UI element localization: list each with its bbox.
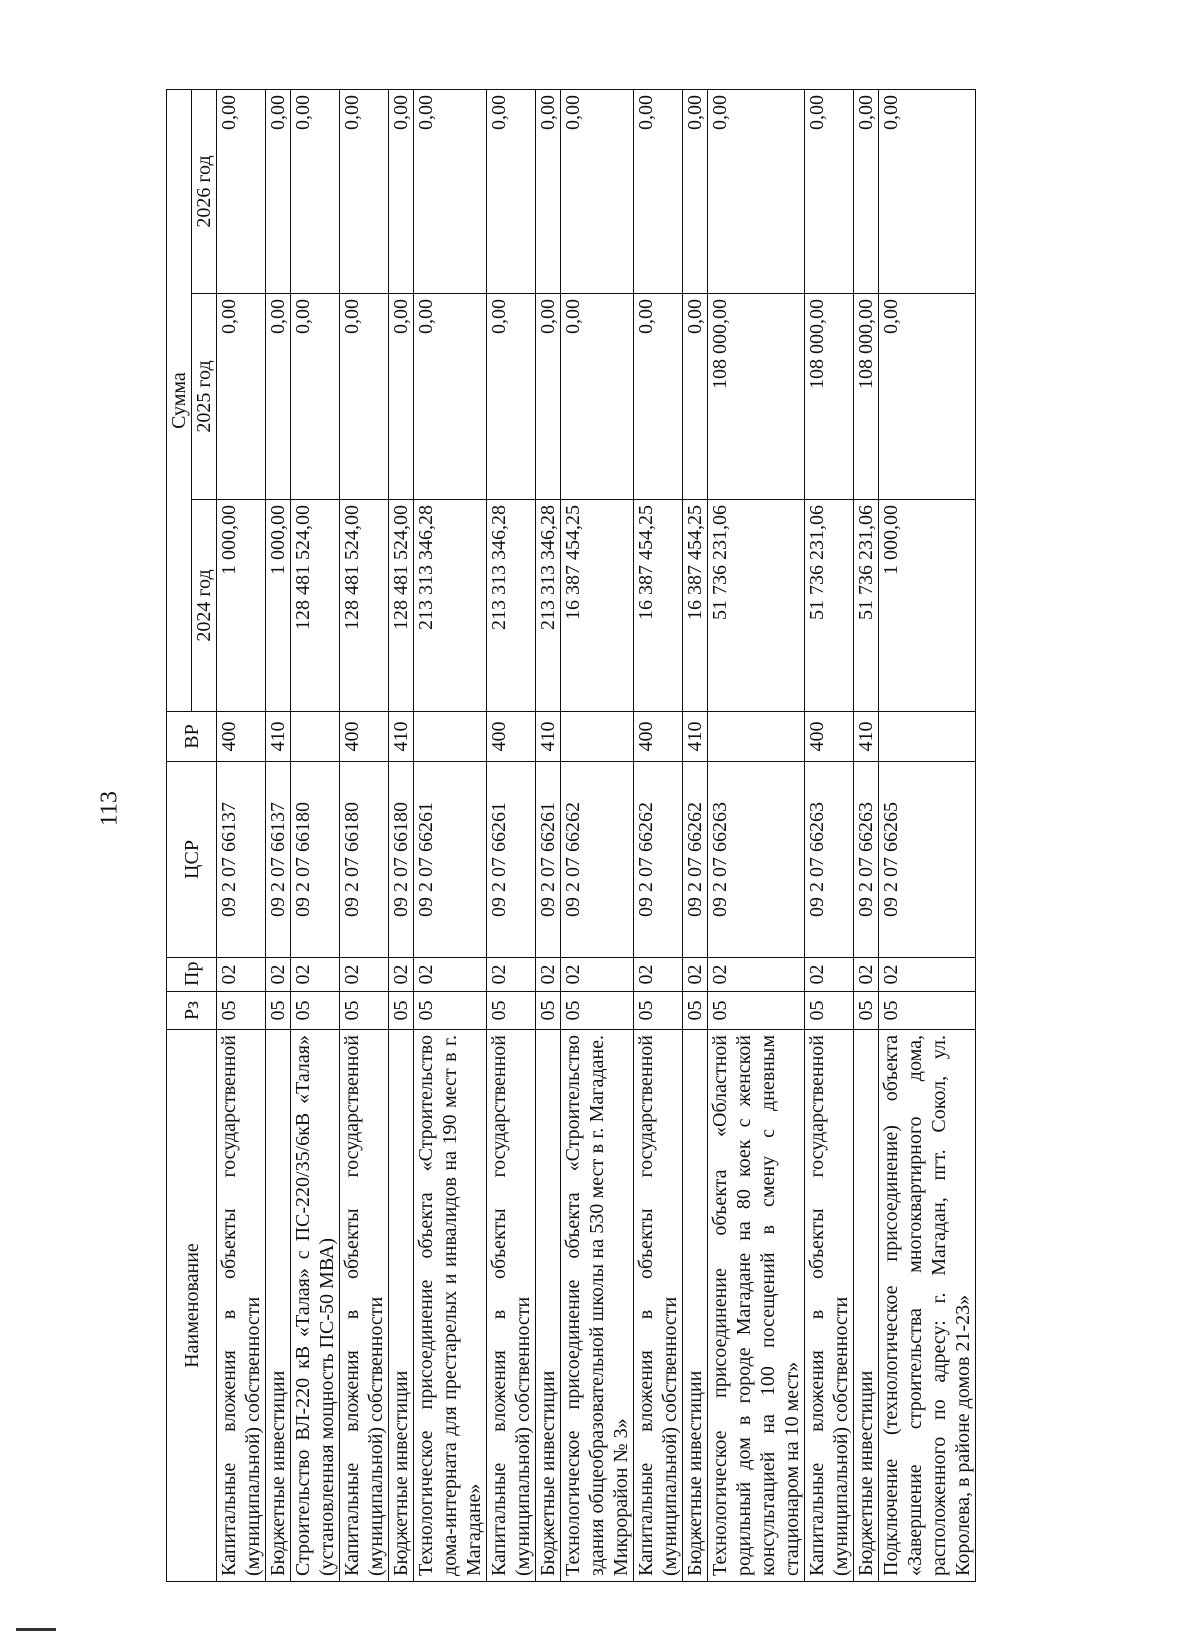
cell-rz: 05	[291, 992, 340, 1030]
cell-pr: 02	[536, 958, 561, 992]
cell-vr	[291, 712, 340, 762]
cell-vr: 410	[683, 712, 708, 762]
cell-2025: 0,00	[414, 294, 487, 500]
table-row	[854, 90, 879, 1582]
scan-edge-mark	[16, 1628, 56, 1631]
table-row	[389, 90, 414, 1582]
cell-csr: 09 2 07 66137	[266, 762, 291, 958]
cell-pr: 02	[414, 958, 487, 992]
cell-vr: 400	[805, 712, 854, 762]
table-row	[266, 90, 291, 1582]
cell-2026: 0,00	[854, 90, 879, 294]
table-row	[536, 90, 561, 1582]
cell-name: Технологическое присоединение объекта «Строительство здания общеобразовательной школы на 530 мест в г. Магадане. Микрорайон № 3»	[561, 1030, 634, 1582]
cell-2026: 0,00	[536, 90, 561, 294]
cell-name: Капитальные вложения в объекты государственной (муниципальной) собственности	[805, 1030, 854, 1582]
cell-2024: 16 387 454,25	[634, 500, 683, 712]
cell-rz: 05	[217, 992, 266, 1030]
cell-2024: 128 481 524,00	[291, 500, 340, 712]
cell-csr: 09 2 07 66263	[805, 762, 854, 958]
cell-2026: 0,00	[805, 90, 854, 294]
cell-2026: 0,00	[340, 90, 389, 294]
cell-pr: 02	[340, 958, 389, 992]
header-sum: Сумма	[167, 90, 192, 712]
cell-2025: 0,00	[487, 294, 536, 500]
cell-name: Капитальные вложения в объекты государственной (муниципальной) собственности	[340, 1030, 389, 1582]
cell-vr: 410	[389, 712, 414, 762]
table-row	[487, 90, 536, 1582]
cell-csr: 09 2 07 66262	[683, 762, 708, 958]
cell-csr: 09 2 07 66180	[291, 762, 340, 958]
cell-rz: 05	[487, 992, 536, 1030]
cell-2026: 0,00	[291, 90, 340, 294]
cell-csr: 09 2 07 66265	[879, 762, 976, 958]
header-name: Наименование	[167, 1030, 217, 1582]
cell-rz: 05	[634, 992, 683, 1030]
cell-pr: 02	[634, 958, 683, 992]
cell-vr: 400	[487, 712, 536, 762]
cell-rz: 05	[340, 992, 389, 1030]
cell-2025: 108 000,00	[854, 294, 879, 500]
cell-2025: 0,00	[266, 294, 291, 500]
cell-rz: 05	[879, 992, 976, 1030]
cell-csr: 09 2 07 66262	[634, 762, 683, 958]
cell-2024: 1 000,00	[266, 500, 291, 712]
cell-pr: 02	[389, 958, 414, 992]
cell-rz: 05	[389, 992, 414, 1030]
cell-vr: 400	[634, 712, 683, 762]
cell-vr: 410	[536, 712, 561, 762]
cell-vr	[561, 712, 634, 762]
cell-csr: 09 2 07 66261	[414, 762, 487, 958]
cell-2024: 16 387 454,25	[683, 500, 708, 712]
table-row	[805, 90, 854, 1582]
cell-2026: 0,00	[683, 90, 708, 294]
header-pr: Пр	[167, 958, 217, 992]
cell-pr: 02	[879, 958, 976, 992]
cell-pr: 02	[805, 958, 854, 992]
cell-2024: 128 481 524,00	[340, 500, 389, 712]
cell-2024: 51 736 231,06	[854, 500, 879, 712]
table-row	[634, 90, 683, 1582]
cell-name: Бюджетные инвестиции	[683, 1030, 708, 1582]
cell-2026: 0,00	[389, 90, 414, 294]
cell-csr: 09 2 07 66180	[340, 762, 389, 958]
cell-csr: 09 2 07 66261	[487, 762, 536, 958]
cell-rz: 05	[805, 992, 854, 1030]
cell-2025: 0,00	[217, 294, 266, 500]
cell-2026: 0,00	[266, 90, 291, 294]
cell-2024: 51 736 231,06	[805, 500, 854, 712]
cell-pr: 02	[487, 958, 536, 992]
cell-name: Бюджетные инвестиции	[854, 1030, 879, 1582]
cell-rz: 05	[414, 992, 487, 1030]
cell-pr: 02	[561, 958, 634, 992]
table-body	[217, 90, 976, 1582]
header-row-top	[167, 90, 192, 1582]
cell-rz: 05	[708, 992, 805, 1030]
cell-2025: 0,00	[879, 294, 976, 500]
cell-2024: 128 481 524,00	[389, 500, 414, 712]
table-row	[708, 90, 805, 1582]
cell-2025: 0,00	[291, 294, 340, 500]
cell-rz: 05	[561, 992, 634, 1030]
cell-pr: 02	[683, 958, 708, 992]
table-row	[561, 90, 634, 1582]
cell-csr: 09 2 07 66137	[217, 762, 266, 958]
cell-2024: 1 000,00	[879, 500, 976, 712]
cell-vr	[708, 712, 805, 762]
cell-vr: 400	[340, 712, 389, 762]
cell-csr: 09 2 07 66263	[854, 762, 879, 958]
header-vr: ВР	[167, 712, 217, 762]
cell-2026: 0,00	[217, 90, 266, 294]
cell-2026: 0,00	[561, 90, 634, 294]
cell-rz: 05	[854, 992, 879, 1030]
cell-csr: 09 2 07 66262	[561, 762, 634, 958]
cell-pr: 02	[854, 958, 879, 992]
cell-vr	[414, 712, 487, 762]
cell-name: Бюджетные инвестиции	[266, 1030, 291, 1582]
cell-2025: 0,00	[561, 294, 634, 500]
cell-2024: 51 736 231,06	[708, 500, 805, 712]
cell-name: Бюджетные инвестиции	[536, 1030, 561, 1582]
cell-2025: 0,00	[340, 294, 389, 500]
cell-pr: 02	[266, 958, 291, 992]
cell-name: Технологическое присоединение объекта «Областной родильный дом в городе Магадане на 80 коек с женской консультацией на 100 посещений в смену с дневным стационаром на 10 мест»	[708, 1030, 805, 1582]
cell-name: Капитальные вложения в объекты государственной (муниципальной) собственности	[634, 1030, 683, 1582]
cell-2025: 0,00	[683, 294, 708, 500]
cell-name: Подключение (технологическое присоединение) объекта «Завершение строительства многоквартирного дома, расположенного по адресу: г. Магадан, пгт. Сокол, ул. Королева, в районе домов 21-23»	[879, 1030, 976, 1582]
cell-name: Капитальные вложения в объекты государственной (муниципальной) собственности	[487, 1030, 536, 1582]
cell-csr: 09 2 07 66180	[389, 762, 414, 958]
page-number: 113	[96, 790, 123, 827]
cell-vr: 410	[854, 712, 879, 762]
cell-2025: 0,00	[536, 294, 561, 500]
cell-2026: 0,00	[879, 90, 976, 294]
budget-table	[166, 89, 976, 1582]
table-row	[291, 90, 340, 1582]
cell-rz: 05	[683, 992, 708, 1030]
cell-name: Строительство ВЛ-220 кВ «Талая» с ПС-220/35/6кВ «Талая» (установленная мощность ПС-50 МВА)	[291, 1030, 340, 1582]
cell-vr	[879, 712, 976, 762]
cell-name: Технологическое присоединение объекта «Строительство дома-интерната для престарелых и инвалидов на 190 мест в г. Магадане»	[414, 1030, 487, 1582]
cell-2026: 0,00	[487, 90, 536, 294]
cell-pr: 02	[291, 958, 340, 992]
cell-rz: 05	[266, 992, 291, 1030]
header-csr: ЦСР	[167, 762, 217, 958]
cell-2026: 0,00	[634, 90, 683, 294]
cell-2025: 0,00	[389, 294, 414, 500]
cell-vr: 410	[266, 712, 291, 762]
cell-name: Бюджетные инвестиции	[389, 1030, 414, 1582]
cell-2026: 0,00	[414, 90, 487, 294]
cell-pr: 02	[217, 958, 266, 992]
header-2024: 2024 год	[192, 500, 217, 712]
cell-name: Капитальные вложения в объекты государственной (муниципальной) собственности	[217, 1030, 266, 1582]
cell-pr: 02	[708, 958, 805, 992]
header-2025: 2025 год	[192, 294, 217, 500]
table-row	[414, 90, 487, 1582]
cell-2024: 213 313 346,28	[414, 500, 487, 712]
cell-2025: 108 000,00	[708, 294, 805, 500]
cell-vr: 400	[217, 712, 266, 762]
cell-csr: 09 2 07 66261	[536, 762, 561, 958]
cell-csr: 09 2 07 66263	[708, 762, 805, 958]
table-row	[683, 90, 708, 1582]
header-2026: 2026 год	[192, 90, 217, 294]
rotated-table-container	[166, 90, 1096, 1582]
cell-2024: 16 387 454,25	[561, 500, 634, 712]
table-row	[217, 90, 266, 1582]
cell-2024: 213 313 346,28	[487, 500, 536, 712]
table-row	[879, 90, 976, 1582]
table-row	[340, 90, 389, 1582]
cell-2024: 213 313 346,28	[536, 500, 561, 712]
cell-2025: 108 000,00	[805, 294, 854, 500]
cell-2025: 0,00	[634, 294, 683, 500]
cell-2026: 0,00	[708, 90, 805, 294]
cell-2024: 1 000,00	[217, 500, 266, 712]
header-rz: Рз	[167, 992, 217, 1030]
cell-rz: 05	[536, 992, 561, 1030]
